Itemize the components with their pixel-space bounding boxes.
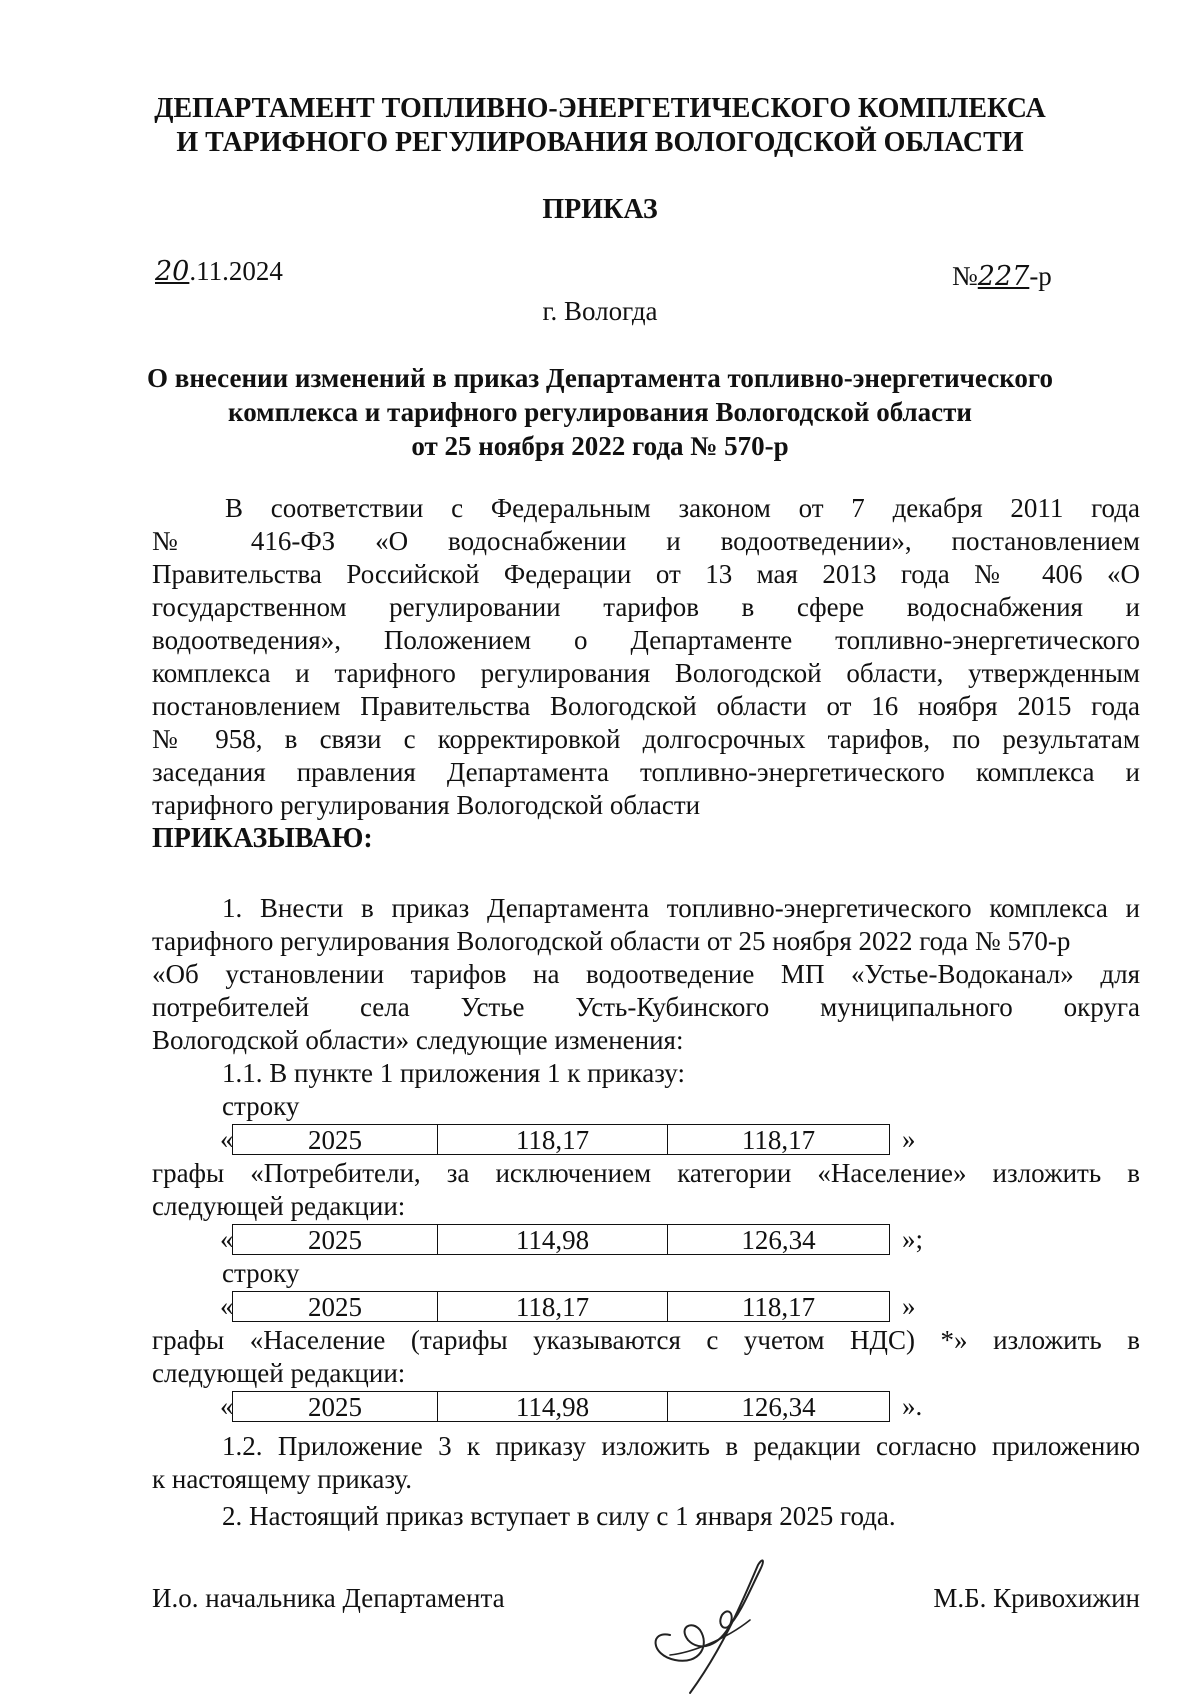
- close-quote: »: [902, 1124, 916, 1154]
- block2-text: графы «Население (тарифы указываются с учетом НДС) *» изложить в: [152, 1325, 1140, 1355]
- title-line1: О внесении изменений в приказ Департамента топливно-энергетического: [146, 363, 1053, 393]
- block2-text: следующей редакции:: [152, 1358, 406, 1388]
- tariff-row-new: [232, 1224, 890, 1258]
- preamble-line: водоотведения», Положением о Департаменте топливно-энергетического: [152, 625, 1140, 655]
- number-handwritten: 227: [977, 261, 1030, 292]
- tariff-year: 2025: [232, 1224, 438, 1255]
- order-date: [155, 255, 283, 288]
- tariff-value-h1: 114,98: [438, 1391, 668, 1422]
- city: г. Вологда: [542, 296, 658, 326]
- item1-line: потребителей села Устье Усть-Кубинского муниципального округа: [152, 992, 1140, 1022]
- item1-line: тарифного регулирования Вологодской области от 25 ноября 2022 года № 570-р: [152, 926, 1071, 956]
- tariff-value-h1: 118,17: [438, 1291, 668, 1322]
- open-quote: «: [220, 1291, 234, 1321]
- preamble-line: № 958, в связи с корректировкой долгосрочных тарифов, по результатам: [152, 724, 1140, 754]
- close-quote: »;: [902, 1224, 924, 1254]
- block1-text: следующей редакции:: [152, 1191, 406, 1221]
- preamble-line: заседания правления Департамента топливно-энергетического комплекса и: [152, 757, 1140, 787]
- preamble-line: Правительства Российской Федерации от 13 мая 2013 года № 406 «О: [152, 559, 1140, 589]
- item1-line: «Об установлении тарифов на водоотведение МП «Устье-Водоканал» для: [152, 959, 1140, 989]
- preamble-line: комплекса и тарифного регулирования Вологодской области, утвержденным: [152, 658, 1140, 688]
- tariff-year: 2025: [232, 1124, 438, 1155]
- signatory-position: И.о. начальника Департамента: [152, 1583, 505, 1613]
- preamble-line: государственном регулировании тарифов в сфере водоснабжения и: [152, 592, 1140, 622]
- org-name-line1: ДЕПАРТАМЕНТ ТОПЛИВНО-ЭНЕРГЕТИЧЕСКОГО КОМПЛЕКСА: [154, 93, 1046, 124]
- org-name-line2: И ТАРИФНОГО РЕГУЛИРОВАНИЯ ВОЛОГОДСКОЙ ОБЛАСТИ: [176, 127, 1024, 158]
- row-label: строку: [222, 1258, 300, 1288]
- block1-text: графы «Потребители, за исключением категории «Население» изложить в: [152, 1158, 1140, 1188]
- tariff-value-h2: 118,17: [668, 1124, 890, 1155]
- tariff-year: 2025: [232, 1291, 438, 1322]
- preamble-line: тарифного регулирования Вологодской области: [152, 790, 701, 820]
- item1-1-heading: 1.1. В пункте 1 приложения 1 к приказу:: [222, 1058, 685, 1088]
- date-handwritten-day: 20: [155, 256, 190, 287]
- tariff-value-h2: 126,34: [668, 1224, 890, 1255]
- close-quote: ».: [902, 1391, 923, 1421]
- tariff-year: 2025: [232, 1391, 438, 1422]
- open-quote: «: [220, 1124, 234, 1154]
- date-printed: .11.2024: [189, 256, 283, 286]
- number-sign: №: [952, 261, 978, 291]
- handwritten-signature: [630, 1535, 790, 1695]
- preamble-line: В соответствии с Федеральным законом от 7 декабря 2011 года: [225, 493, 1140, 523]
- tariff-value-h2: 126,34: [668, 1391, 890, 1422]
- title-line2: комплекса и тарифного регулирования Вологодской области: [228, 397, 972, 427]
- tariff-row-new: [232, 1391, 890, 1425]
- item1-line: 1. Внести в приказ Департамента топливно-энергетического комплекса и: [222, 893, 1140, 923]
- row-label: строку: [222, 1091, 300, 1121]
- tariff-row-old: [232, 1124, 890, 1158]
- number-suffix: -р: [1029, 261, 1052, 291]
- tariff-value-h1: 114,98: [438, 1224, 668, 1255]
- open-quote: «: [220, 1391, 234, 1421]
- signatory-name: М.Б. Кривохижин: [933, 1583, 1140, 1613]
- tariff-value-h2: 118,17: [668, 1291, 890, 1322]
- doc-type-title: ПРИКАЗ: [542, 194, 658, 225]
- item2-line: 2. Настоящий приказ вступает в силу с 1 января 2025 года.: [222, 1501, 896, 1531]
- tariff-row-old: [232, 1291, 890, 1325]
- preamble-line: постановлением Правительства Вологодской области от 16 ноября 2015 года: [152, 691, 1140, 721]
- item1-2-line: 1.2. Приложение 3 к приказу изложить в редакции согласно приложению: [222, 1431, 1140, 1461]
- order-number: [952, 260, 1052, 293]
- preamble-line: № 416-ФЗ «О водоснабжении и водоотведении», постановлением: [152, 526, 1140, 556]
- tariff-value-h1: 118,17: [438, 1124, 668, 1155]
- open-quote: «: [220, 1224, 234, 1254]
- order-word: ПРИКАЗЫВАЮ:: [152, 823, 373, 854]
- title-line3: от 25 ноября 2022 года № 570-р: [411, 431, 789, 461]
- item1-2-line: к настоящему приказу.: [152, 1464, 412, 1494]
- item1-line: Вологодской области» следующие изменения:: [152, 1025, 684, 1055]
- close-quote: »: [902, 1291, 916, 1321]
